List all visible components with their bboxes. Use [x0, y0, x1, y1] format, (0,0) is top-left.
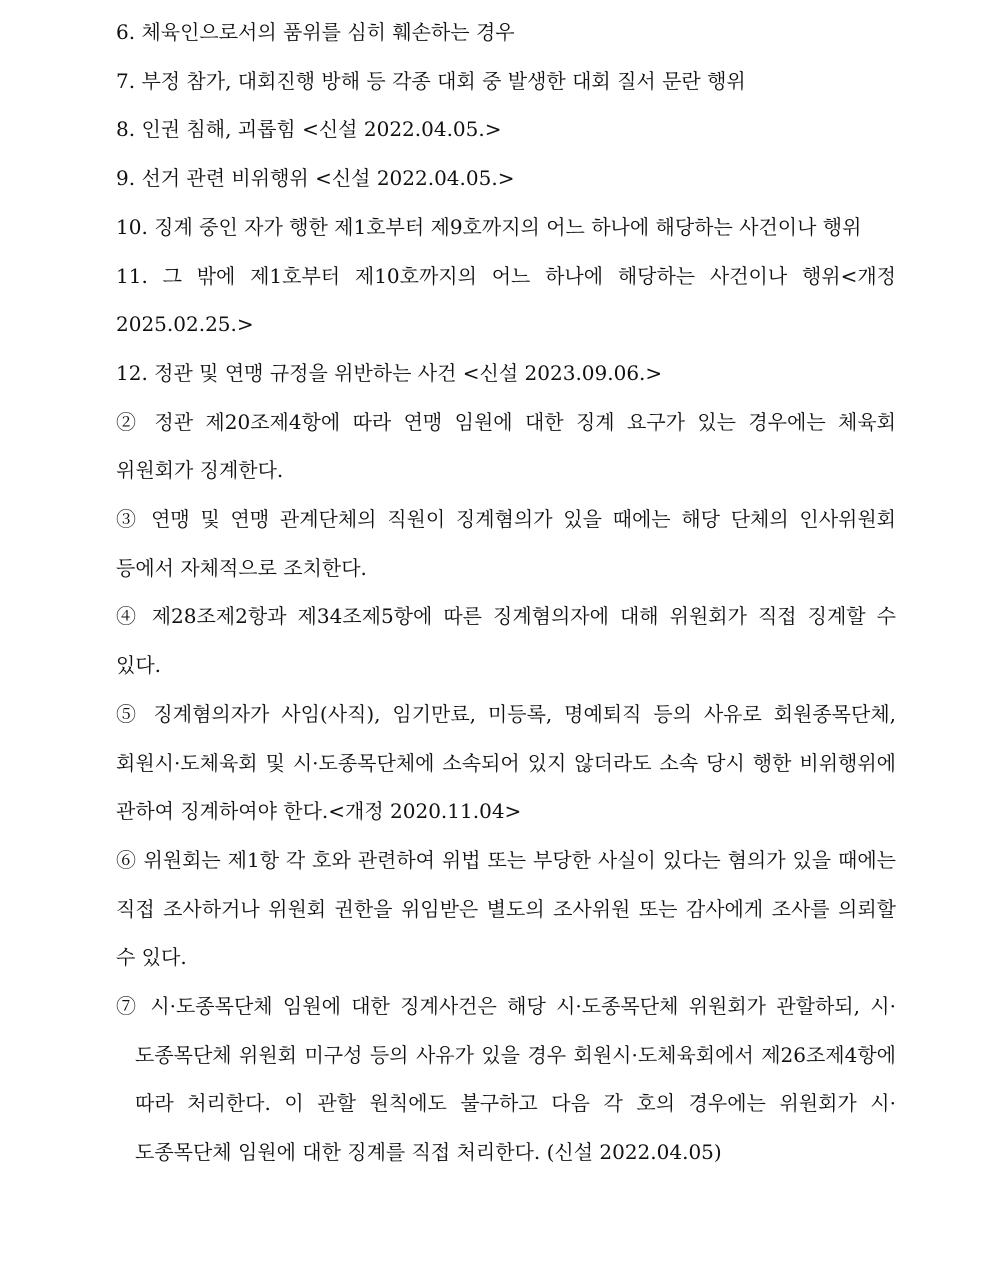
- clause-item-9: 9. 선거 관련 비위행위 <신설 2022.04.05.>: [116, 166, 515, 191]
- document-body: [116, 8, 896, 1177]
- clause-item-6: 6. 체육인으로서의 품위를 심히 훼손하는 경우: [116, 20, 515, 44]
- paragraph-3: ③ 연맹 및 연맹 관계단체의 직원이 징계혐의가 있을 때에는 해당 단체의 인사위원회 등에서 자체적으로 조치한다.: [116, 507, 896, 580]
- clause-item-10: 10. 징계 중인 자가 행한 제1호부터 제9호까지의 어느 하나에 해당하는 사건이나 행위: [116, 214, 862, 239]
- paragraph-7: ⑦ 시·도종목단체 임원에 대한 징계사건은 해당 시·도종목단체 위원회가 관할하되, 시·도종목단체 위원회 미구성 등의 사유가 있을 경우 회원시·도체육회에서 제26조제4항에 따라 처리한다. 이 관할 원칙에도 불구하고 다음 각 호의 경우에는 위원회가 시·도종목단체 임원에 대한 징계를 직접 처리한다. (신설 2022.04.05): [116, 994, 896, 1165]
- clause-item-8: 8. 인권 침해, 괴롭힘 <신설 2022.04.05.>: [116, 117, 502, 142]
- clause-item-11: 11. 그 밖에 제1호부터 제10호까지의 어느 하나에 해당하는 사건이나 행위<개정 2025.02.25.>: [116, 263, 897, 337]
- paragraph-6: ⑥ 위원회는 제1항 각 호와 관련하여 위법 또는 부당한 사실이 있다는 혐의가 있을 때에는 직접 조사하거나 위원회 권한을 위임받은 별도의 조사위원 또는 감사에게 조사를 의뢰할 수 있다.: [116, 847, 896, 970]
- paragraph-5: ⑤ 징계혐의자가 사임(사직), 임기만료, 미등록, 명예퇴직 등의 사유로 회원종목단체, 회원시·도체육회 및 시·도종목단체에 소속되어 있지 않더라도 소속 당시 행한 비위행위에 관하여 징계하여야 한다.<개정 2020.11.04>: [116, 701, 896, 824]
- paragraph-2: ② 정관 제20조제4항에 따라 연맹 임원에 대한 징계 요구가 있는 경우에는 체육회 위원회가 징계한다.: [116, 409, 896, 483]
- clause-item-12: 12. 정관 및 연맹 규정을 위반하는 사건 <신설 2023.09.06.>: [116, 360, 663, 385]
- paragraph-4: ④ 제28조제2항과 제34조제5항에 따른 징계혐의자에 대해 위원회가 직접 징계할 수 있다.: [116, 604, 896, 678]
- clause-item-7: 7. 부정 참가, 대회진행 방해 등 각종 대회 중 발생한 대회 질서 문란 행위: [116, 68, 746, 93]
